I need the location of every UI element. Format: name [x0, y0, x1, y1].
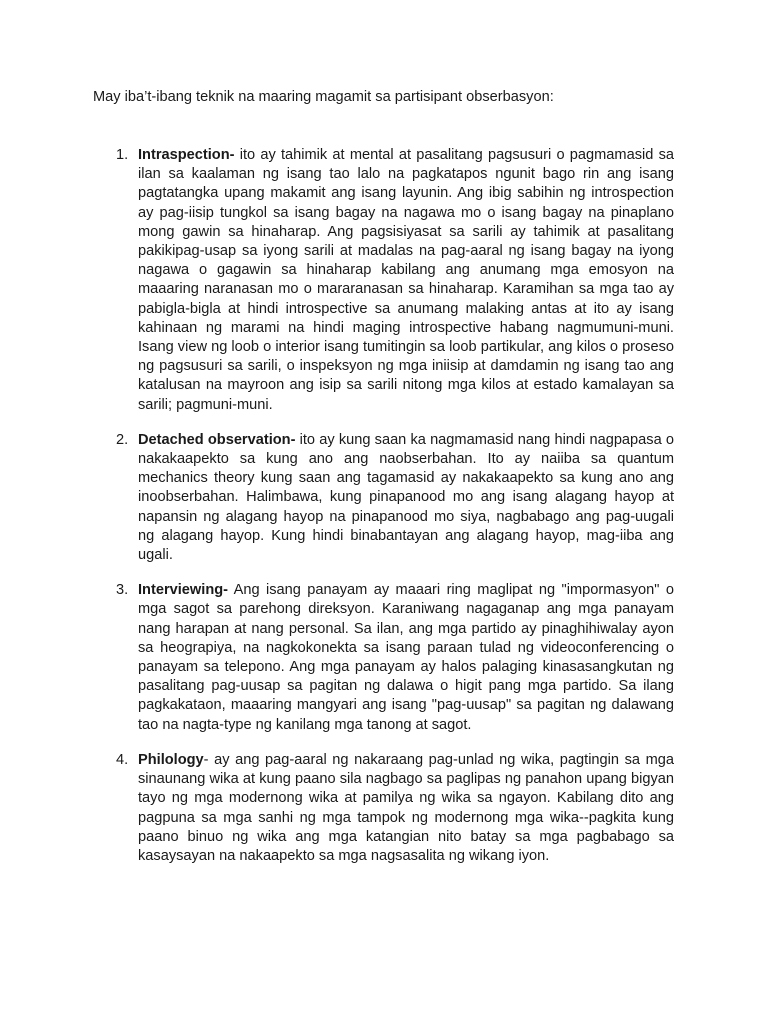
technique-list — [0, 146, 768, 882]
list-term: Intraspection- — [138, 147, 235, 163]
intro-text: May iba’t-ibang teknik na maaring magamit sa partisipant obserbasyon: — [93, 89, 554, 105]
list-item-philology — [116, 751, 674, 866]
list-body: ito ay tahimik at mental at pasalitang pagsusuri o pagmamasid sa ilan sa kaalaman ng isang tao lalo na pagkatapos ngunit bago rin ang isang pagtatangka upang makamit ang isang layunin. Ang ibig sabihin ng introspection ay pag-iisip tungkol sa isang bagay na nagawa mo o isang bagay na pinaplano mong gawin sa hinaharap. Ang pagsisiyasat sa sarili ay tahimik at pasalitang pakikipag-usap sa iyong sarili at madalas na pag-aaral ng isang bagay na iyong nagawa o gagawin sa hinaharap kabilang ang anumang mga emosyon na maaaring naranasan mo o mararanasan sa hinaharap. Karamihan sa mga tao ay pabigla-bigla at hindi introspective sa anumang malaking antas at ito ay isang kahinaan ng marami na hindi maging introspective habang nagmumuni-muni. Isang view ng loob o interior isang tumitingin sa loob partikular, ang kilos o proseso ng pagsusuri sa sarili, o inspeksyon ng mga iniisip at damdamin ng isang tao ang katalusan na mayroon ang isip sa sarili nitong mga kilos at estado kamalayan sa sarili; pagmuni-muni. — [138, 147, 674, 413]
list-body: - ay ang pag-aaral ng nakaraang pag-unlad ng wika, pagtingin sa mga sinaunang wika at kung paano sila nagbago sa paglipas ng panahon upang bigyan tayo ng mga modernong wika at pamilya ng wika sa ngayon. Kabilang dito ang pagpuna sa mga sanhi ng mga tampok ng modernong mga wika--pagkita kung paano binuo ng wika ang mga katangian nito batay sa mga pagbabago sa kasaysayan na nakaapekto sa mga nagsasalita ng wikang iyon. — [138, 751, 674, 864]
list-number: 3. — [116, 582, 129, 599]
list-item-detached-observation — [116, 431, 674, 565]
list-number: 2. — [116, 431, 129, 448]
list-item-intraspection — [116, 146, 674, 415]
list-number: 1. — [116, 147, 129, 163]
list-term: Philology — [138, 751, 204, 768]
list-item-interviewing — [116, 581, 674, 735]
list-body: ito ay kung saan ka nagmamasid nang hindi nagpapasa o nakakaapekto sa kung ano ang naobserbahan. Ito ay naiiba sa quantum mechanics theory kung saan ang tagamasid ay nakakaapekto sa kung ano ang inoobserbahan. Halimbawa, kung pinapanood mo ang isang alagang hayop at napansin ng alagang hayop na pinapanood mo siya, nagbabago ang pag-uugali ng alagang hayop. Kung hindi binabantayan ang alagang hayop, mag-iiba ang ugali. — [138, 431, 674, 564]
list-term: Interviewing- — [138, 582, 229, 599]
list-body: Ang isang panayam ay maaari ring maglipat ng "impormasyon" o mga sagot sa parehong direksyon. Karaniwang nagaganap ang mga panayam nang harapan at nang personal. Sa ilan, ang mga partido ay pinaghihiwalay ayon sa heograpiya, na nagkokonekta sa isang paraan tulad ng videoconferencing o panayam sa telepono. Ang mga panayam ay halos palaging kinasasangkutan ng pasalitang pag-uusap sa pagitan ng dalawa o higit pang mga partido. Sa ilang pagkakataon, maaaring mangyari ang isang "pag-uusap" sa pagitan ng dalawang tao na nagta-type ng kanilang mga tanong at sagot. — [138, 582, 674, 733]
list-number: 4. — [116, 751, 129, 768]
list-term: Detached observation- — [138, 431, 296, 448]
